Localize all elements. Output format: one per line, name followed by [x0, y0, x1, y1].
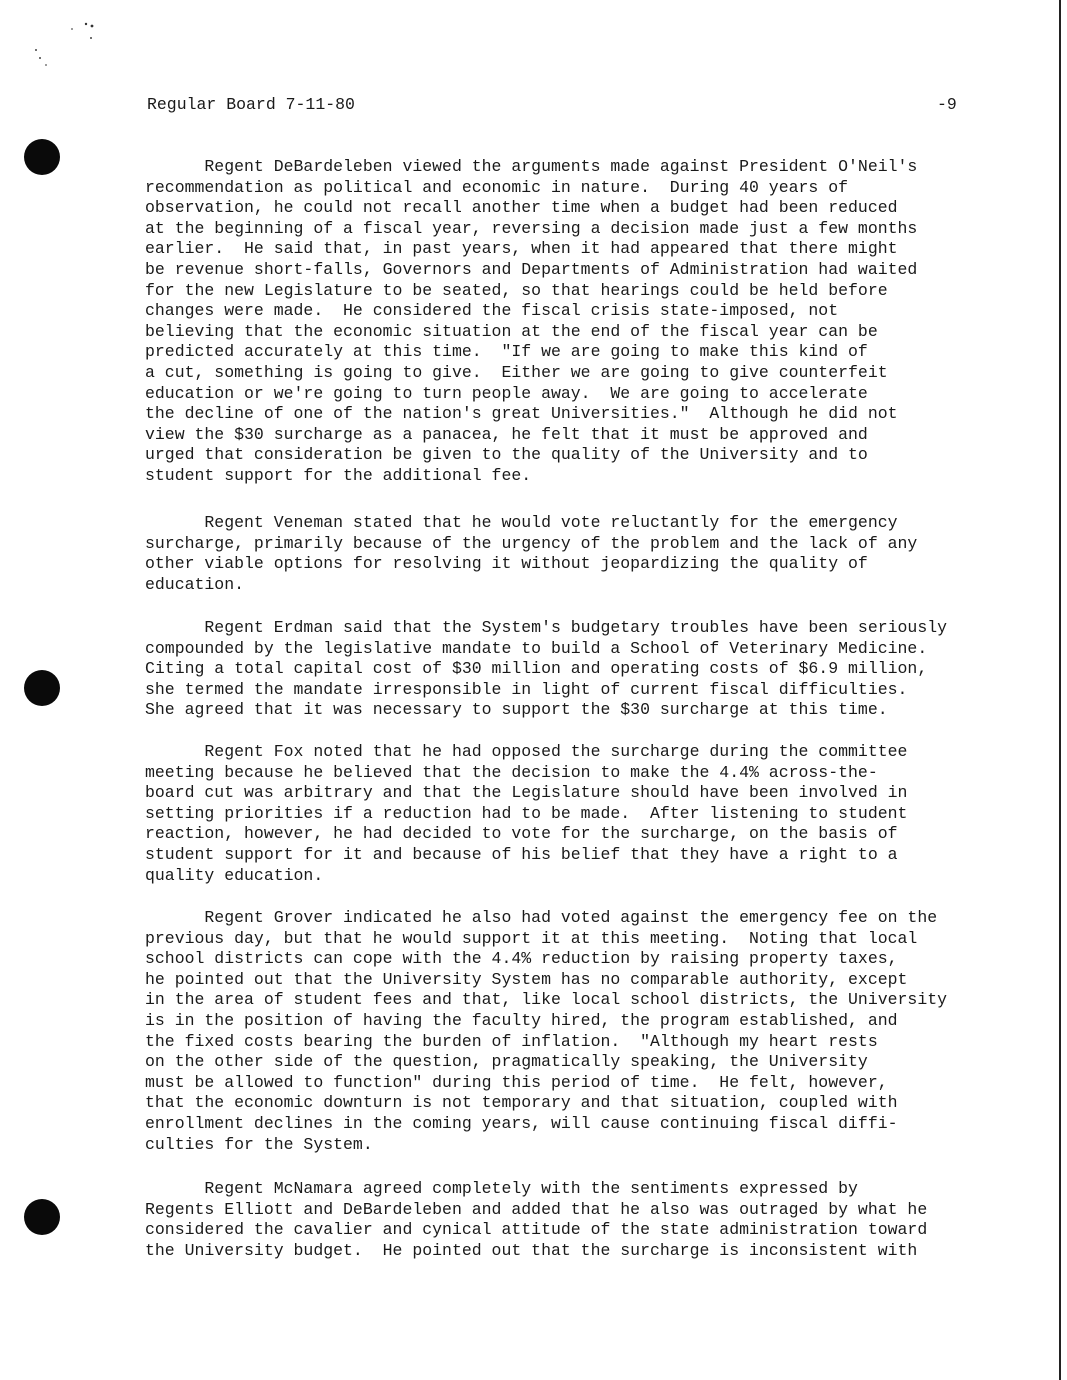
text-line: board cut was arbitrary and that the Legislature should have been involved in: [145, 783, 908, 803]
text-line: student support for it and because of his belief that they have a right to a: [145, 844, 898, 864]
text-line: must be allowed to function" during this period of time. He felt, however,: [145, 1072, 888, 1092]
paragraph-fox: [145, 742, 907, 886]
text-line: the decline of one of the nation's great Universities." Although he did not: [145, 404, 898, 424]
text-line: observation, he could not recall another time when a budget had been reduced: [145, 198, 898, 218]
punch-hole-middle: [24, 670, 60, 706]
text-line: She agreed that it was necessary to support the $30 surcharge at this time.: [145, 700, 888, 720]
paragraph-veneman: [145, 513, 917, 595]
text-line: meeting because he believed that the decision to make the 4.4% across-the-: [145, 762, 878, 782]
text-line: believing that the economic situation at the end of the fiscal year can be: [145, 321, 878, 341]
text-line: urged that consideration be given to the quality of the University and to: [145, 445, 868, 465]
text-line: on the other side of the question, pragmatically speaking, the University: [145, 1052, 868, 1072]
text-line: be revenue short-falls, Governors and Departments of Administration had waited: [145, 259, 918, 279]
text-line: Regent Fox noted that he had opposed the surcharge during the committee: [145, 742, 908, 761]
punch-hole-top: [24, 139, 60, 175]
text-line: education or we're going to turn people away. We are going to accelerate: [145, 383, 868, 403]
text-line: considered the cavalier and cynical attitude of the state administration toward: [145, 1220, 928, 1240]
text-line: setting priorities if a reduction had to be made. After listening to student: [145, 803, 908, 823]
text-line: for the new Legislature to be seated, so that hearings could be held before: [145, 280, 888, 300]
paragraph-mcnamara: [145, 1179, 927, 1261]
text-line: previous day, but that he would support it at this meeting. Noting that local: [145, 928, 918, 948]
text-line: Regents Elliott and DeBardeleben and added that he also was outraged by what he: [145, 1199, 928, 1219]
text-line: surcharge, primarily because of the urgency of the problem and the lack of any: [145, 533, 918, 553]
text-line: Regent Grover indicated he also had voted against the emergency fee on the: [145, 908, 938, 927]
page-edge-line: [1059, 0, 1061, 1380]
text-line: quality education.: [145, 865, 324, 885]
paragraph-debardeleben: [145, 157, 917, 487]
text-line: earlier. He said that, in past years, when it had appeared that there might: [145, 239, 898, 259]
text-line: a cut, something is going to give. Either we are going to give counterfeit: [145, 362, 888, 382]
paragraph-erdman: [145, 618, 947, 721]
text-line: education.: [145, 574, 245, 594]
text-line: student support for the additional fee.: [145, 465, 532, 485]
text-line: that the economic downturn is not temporary and that situation, coupled with: [145, 1093, 898, 1113]
page-number: -9: [937, 95, 957, 114]
text-line: reaction, however, he had decided to vote for the surcharge, on the basis of: [145, 824, 898, 844]
text-line: changes were made. He considered the fiscal crisis state-imposed, not: [145, 301, 839, 321]
text-line: Regent McNamara agreed completely with the sentiments expressed by: [145, 1179, 858, 1198]
text-line: the fixed costs bearing the burden of inflation. "Although my heart rests: [145, 1031, 878, 1051]
text-line: she termed the mandate irresponsible in light of current fiscal difficulties.: [145, 679, 908, 699]
paragraph-grover: [145, 908, 947, 1155]
text-line: he pointed out that the University System has no comparable authority, except: [145, 969, 908, 989]
text-line: is in the position of having the faculty hired, the program established, and: [145, 1010, 898, 1030]
text-line: at the beginning of a fiscal year, reversing a decision made just a few months: [145, 218, 918, 238]
text-line: culties for the System.: [145, 1134, 373, 1154]
text-line: Regent Veneman stated that he would vote reluctantly for the emergency: [145, 513, 898, 532]
text-line: Regent Erdman said that the System's budgetary troubles have been seriously: [145, 618, 948, 637]
text-line: in the area of student fees and that, like local school districts, the University: [145, 990, 948, 1010]
text-line: school districts can cope with the 4.4% reduction by raising property taxes,: [145, 949, 898, 969]
text-line: enrollment declines in the coming years, will cause continuing fiscal diffi-: [145, 1113, 898, 1133]
text-line: recommendation as political and economic in nature. During 40 years of: [145, 177, 849, 197]
text-line: predicted accurately at this time. "If we are going to make this kind of: [145, 342, 868, 362]
header-title: Regular Board 7-11-80: [147, 95, 355, 114]
scan-specks: [28, 18, 108, 78]
text-line: the University budget. He pointed out that the surcharge is inconsistent with: [145, 1240, 918, 1260]
text-line: compounded by the legislative mandate to build a School of Veterinary Medicine.: [145, 638, 928, 658]
text-line: view the $30 surcharge as a panacea, he felt that it must be approved and: [145, 424, 868, 444]
text-line: Regent DeBardeleben viewed the arguments made against President O'Neil's: [145, 157, 918, 176]
text-line: other viable options for resolving it without jeopardizing the quality of: [145, 554, 868, 574]
text-line: Citing a total capital cost of $30 million and operating costs of $6.9 million,: [145, 659, 928, 679]
punch-hole-bottom: [24, 1199, 60, 1235]
